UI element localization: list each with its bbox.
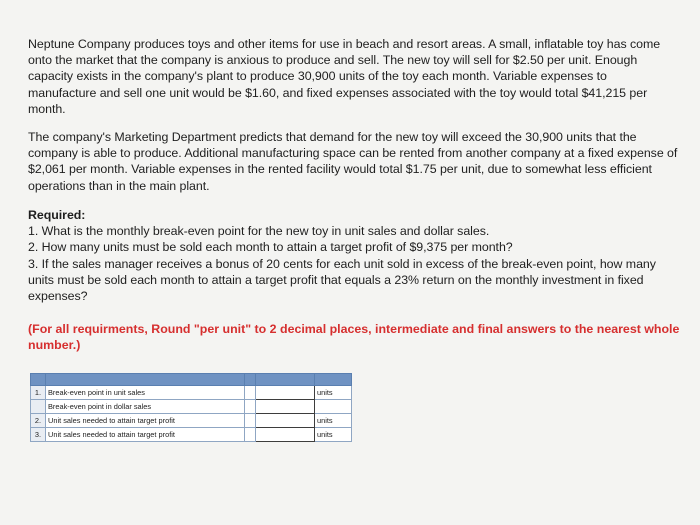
row-label: Unit sales needed to attain target profit xyxy=(46,428,245,442)
row-label: Break-even point in unit sales xyxy=(46,386,245,400)
row-unit: units xyxy=(315,414,352,428)
target-profit-units-input[interactable] xyxy=(256,414,315,428)
problem-paragraph-1: Neptune Company produces toys and other items for use in beach and resort areas. A small, inflatable toy has come onto the market that the company is anxious to produce and sell. The new toy will sell for $2.50 per unit. Enough capacity exists in the company's plant to produce 30,900 units of the toy each month. Variable expenses to manufacture and sell one unit would be $1.60, and fixed expenses associated with the toy would total $41,215 per month. xyxy=(28,37,661,116)
row-unit xyxy=(315,400,352,414)
row-number: 1. xyxy=(31,386,46,400)
problem-paragraph-2: The company's Marketing Department predicts that demand for the new toy will exceed the 30,900 units that the company is able to produce. Additional manufacturing space can be rented from another company at a fixed expense of $2,061 per month. Variable expenses in the rented facility would total $1.75 per unit, due to somewhat less efficient operations than in the main plant. xyxy=(28,130,678,193)
row-label: Unit sales needed to attain target profit xyxy=(46,414,245,428)
answer-table-header xyxy=(31,374,352,386)
bonus-target-units-input[interactable] xyxy=(256,428,315,442)
table-row xyxy=(31,400,352,414)
row-number xyxy=(31,400,46,414)
required-item-1: 1. What is the monthly break-even point for the new toy in unit sales and dollar sales. xyxy=(28,224,490,239)
row-unit: units xyxy=(315,428,352,442)
required-item-3: 3. If the sales manager receives a bonus of 20 cents for each unit sold in excess of the break-even point, how many units must be sold each month to attain a target profit that equals a 23% return on the monthly investment in fixed expenses? xyxy=(28,256,656,304)
break-even-units-input[interactable] xyxy=(256,386,315,400)
break-even-dollars-input[interactable] xyxy=(256,400,315,414)
row-unit: units xyxy=(315,386,352,400)
row-number: 3. xyxy=(31,428,46,442)
required-section xyxy=(28,207,678,304)
row-label: Break-even point in dollar sales xyxy=(46,400,245,414)
row-number: 2. xyxy=(31,414,46,428)
rounding-note: (For all requirments, Round "per unit" to 2 decimal places, intermediate and final answers to the nearest whole number.) xyxy=(28,322,680,353)
required-heading: Required: xyxy=(28,208,86,222)
required-item-2: 2. How many units must be sold each month to attain a target profit of $9,375 per month? xyxy=(28,240,513,255)
table-row xyxy=(31,386,352,400)
table-row xyxy=(31,428,352,442)
table-row xyxy=(31,414,352,428)
answer-table xyxy=(30,373,352,442)
